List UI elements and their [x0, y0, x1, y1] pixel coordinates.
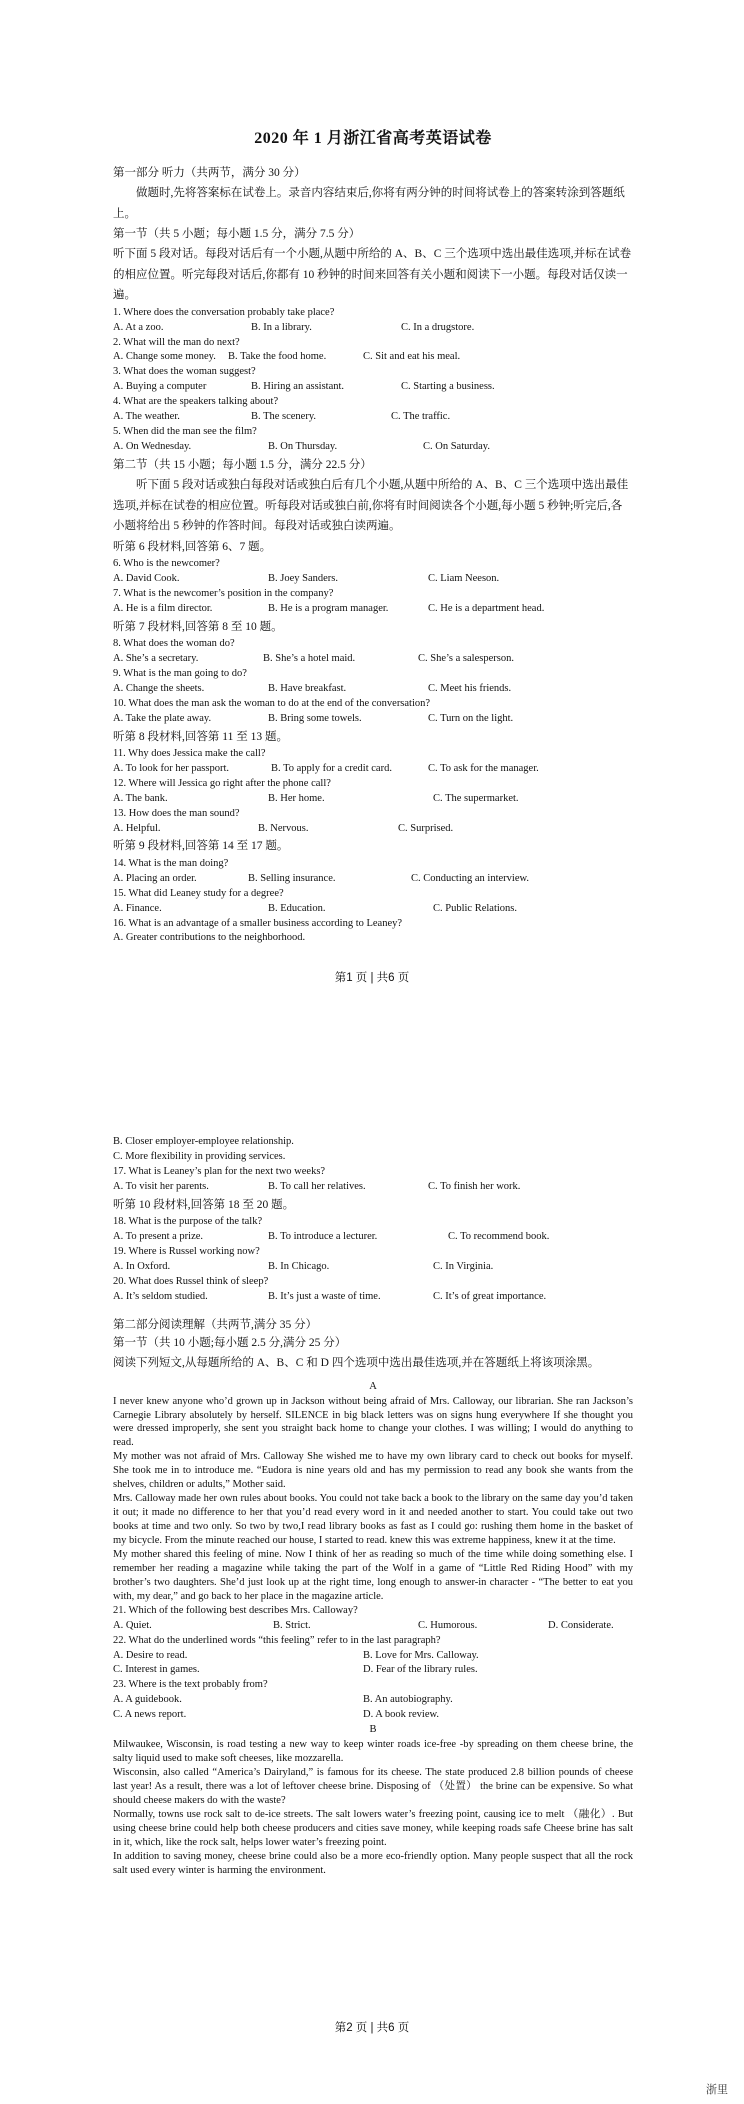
question-2-options	[113, 350, 633, 365]
question-18-stem: 18. What is the purpose of the talk?	[113, 1216, 263, 1228]
question-17-stem: 17. What is Leaney’s plan for the next two weeks?	[113, 1165, 326, 1177]
option-a[interactable]: A. Quiet.	[113, 1619, 152, 1631]
option-a[interactable]: A. To visit her parents.	[113, 1180, 209, 1192]
option-b[interactable]: B. The scenery.	[251, 411, 317, 423]
option-c[interactable]: C. On Saturday.	[423, 440, 490, 452]
part1-intro: 做题时,先将答案标在试卷上。录音内容结束后,你将有两分钟的时间将试卷上的答案转涂到答题纸上。	[113, 187, 625, 220]
option-a[interactable]: A. Helpful.	[113, 822, 161, 834]
segment-6-heading: 听第 6 段材料,回答第 6、7 题。	[113, 540, 272, 553]
option-b[interactable]: B. Joey Sanders.	[268, 572, 338, 584]
option-b[interactable]: B. He is a program manager.	[268, 602, 389, 614]
question-7-options	[113, 602, 633, 617]
option-a[interactable]: A. Finance.	[113, 902, 162, 914]
option-a[interactable]: A. The bank.	[113, 792, 168, 804]
passage-a-paragraph: Mrs. Calloway made her own rules about books. You could not take back a book to the library on the same day you’d taken it out; it made no difference to her that you’d read every word in it and needed another to start. You could take out two books at time and two only. So two by two,I read library books as fast as I could go: rushing them home in the basket of my bicycle. From the minute reached our house, I started to read. knew this was extreme happiness, knew it at the time.	[113, 1493, 633, 1547]
option-b[interactable]: B. In a library.	[251, 321, 312, 333]
option-b[interactable]: B. Strict.	[273, 1619, 311, 1631]
option-a[interactable]: A. Buying a computer	[113, 381, 207, 393]
question-20-stem: 20. What does Russel think of sleep?	[113, 1275, 269, 1287]
question-8-stem: 8. What does the woman do?	[113, 638, 235, 650]
question-15-options	[113, 902, 633, 917]
passage-a-paragraph: My mother was not afraid of Mrs. Calloway She wished me to have my own library card to check out books for myself. She took me in to introduce me. “Eudora is nine years old and has my permission to read any book she wants from the shelves, children or adults,” Mother said.	[113, 1451, 633, 1491]
option-c[interactable]: C. Public Relations.	[433, 902, 517, 914]
option-a[interactable]: A. He is a film director.	[113, 602, 213, 614]
question-12-stem: 12. Where will Jessica go right after the phone call?	[113, 777, 331, 789]
option-a[interactable]: A. It’s seldom studied.	[113, 1290, 208, 1302]
question-12-options	[113, 792, 633, 807]
question-5-options	[113, 440, 633, 455]
option-c[interactable]: C. It’s of great importance.	[433, 1290, 547, 1302]
question-5-stem: 5. When did the man see the film?	[113, 425, 257, 437]
option-d[interactable]: D. Considerate.	[548, 1619, 614, 1631]
option-a[interactable]: A. Placing an order.	[113, 872, 197, 884]
passage-b-paragraph: Wisconsin, also called “America’s Dairyland,” is famous for its cheese. The state produced 2.8 billion pounds of cheese last year! As a result, there was a lot of leftover cheese brine. Disposing of （处置） the brine can be expensive. So what should cheese makers do with the waste?	[113, 1766, 633, 1806]
part2-heading: 第二部分阅读理解（共两节,满分 35 分）	[113, 1318, 318, 1331]
page-1	[0, 0, 744, 1000]
question-18-options	[113, 1230, 633, 1245]
question-13-options	[113, 822, 633, 837]
option-a[interactable]: A. The weather.	[113, 411, 180, 423]
question-1-stem: 1. Where does the conversation probably take place?	[113, 306, 335, 318]
option-b[interactable]: B. Selling insurance.	[248, 872, 336, 884]
question-6-options	[113, 572, 633, 587]
option-b[interactable]: B. Take the food home.	[228, 351, 327, 363]
passage-b-label: B	[369, 1724, 377, 1736]
passage-a-paragraph: I never knew anyone who’d grown up in Jackson without being afraid of Mrs. Calloway, our librarian. She ran Jackson’s Carnegie Library absolutely by herself. SILENCE in big black letters was on signs hung everywhere If she thought you were dressed improperly, she sent you straight back home to change your clothes. I was willing; I would do anything to read.	[113, 1395, 633, 1449]
option-a[interactable]: A. To present a prize.	[113, 1231, 204, 1242]
part2-sec1-intro: 阅读下列短文,从每题所给的 A、B、C 和 D 四个选项中选出最佳选项,并在答题纸上将该项涂黑。	[113, 1357, 600, 1370]
segment-8-heading: 听第 8 段材料,回答第 11 至 13 题。	[113, 730, 288, 743]
option-b[interactable]: B. An autobiography.	[363, 1694, 453, 1706]
question-21-stem: 21. Which of the following best describes Mrs. Calloway?	[113, 1604, 358, 1616]
option-c[interactable]: C. In Virginia.	[433, 1260, 494, 1272]
question-6-stem: 6. Who is the newcomer?	[113, 557, 220, 569]
passage-b-paragraph: Milwaukee, Wisconsin, is road testing a new way to keep winter roads ice-free -by spreading on them cheese brine, the salty liquid used to make soft cheeses, like mozzarella.	[113, 1739, 633, 1764]
option-a[interactable]: A. In Oxford.	[113, 1260, 171, 1272]
option-c[interactable]: C. Conducting an interview.	[411, 872, 530, 884]
part2-sec1-heading: 第一节（共 10 小题;每小题 2.5 分,满分 25 分）	[113, 1336, 347, 1349]
option-a[interactable]: A. To look for her passport.	[113, 762, 230, 774]
option-d[interactable]: D. A book review.	[363, 1709, 440, 1721]
part1-sec1-heading: 第一节（共 5 小题；每小题 1.5 分，满分 7.5 分）	[113, 227, 361, 240]
segment-7-heading: 听第 7 段材料,回答第 8 至 10 题。	[113, 620, 283, 633]
option-c[interactable]: C. Surprised.	[398, 822, 454, 834]
question-8-options	[113, 652, 633, 667]
question-22-stem: 22. What do the underlined words “this feeling” refer to in the last paragraph?	[113, 1634, 441, 1646]
option-a[interactable]: A. She’s a secretary.	[113, 652, 199, 664]
question-10-options	[113, 712, 633, 727]
page-1-footer: 第1 页 | 共6 页	[334, 972, 410, 984]
option-b[interactable]: B. In Chicago.	[268, 1260, 330, 1272]
option-a[interactable]: A. A guidebook.	[113, 1694, 182, 1706]
option-a[interactable]: A. Change the sheets.	[113, 682, 205, 694]
option-c[interactable]: C. Turn on the light.	[428, 712, 514, 724]
question-23-stem: 23. Where is the text probably from?	[113, 1679, 268, 1691]
passage-b-paragraph: Normally, towns use rock salt to de-ice streets. The salt lowers water’s freezing point, causing ice to melt （融化）. But using cheese brine could help both cheese producers and cities save money, while keeping roads safe Cheese brine has salt in it, which, like the rock salt, helps lower water’s freezing point.	[113, 1808, 633, 1848]
option-b[interactable]: B. She’s a hotel maid.	[263, 652, 356, 664]
question-23-options-row2	[113, 1708, 633, 1723]
option-b[interactable]: B. Hiring an assistant.	[251, 381, 345, 393]
option-d[interactable]: D. Fear of the library rules.	[363, 1664, 478, 1676]
page-2	[0, 1135, 744, 2085]
option-b[interactable]: B. Have breakfast.	[268, 682, 347, 694]
option-b[interactable]: B. To introduce a lecturer.	[268, 1231, 378, 1242]
option-a[interactable]: A. At a zoo.	[113, 321, 164, 333]
option-c[interactable]: C. More flexibility in providing services.	[113, 1150, 286, 1162]
option-c[interactable]: C. Interest in games.	[113, 1664, 200, 1676]
question-22-options-row1	[113, 1649, 633, 1664]
option-a[interactable]: A. David Cook.	[113, 572, 180, 584]
page-1-content	[113, 128, 633, 946]
question-20-options	[113, 1290, 633, 1305]
question-19-stem: 19. Where is Russel working now?	[113, 1245, 260, 1257]
passage-a-label: A	[369, 1380, 377, 1392]
question-19-options	[113, 1260, 633, 1275]
option-c[interactable]: C. Sit and eat his meal.	[363, 351, 461, 363]
question-4-stem: 4. What are the speakers talking about?	[113, 396, 279, 408]
segment-9-heading: 听第 9 段材料,回答第 14 至 17 题。	[113, 840, 289, 853]
question-9-stem: 9. What is the man going to do?	[113, 667, 247, 679]
option-c[interactable]: C. He is a department head.	[428, 602, 545, 614]
option-b[interactable]: B. Closer employer-employee relationship.	[113, 1136, 294, 1147]
question-11-options	[113, 762, 633, 777]
page-2-footer: 第2 页 | 共6 页	[334, 2022, 410, 2034]
passage-b-paragraph: In addition to saving money, cheese brine could also be a more eco-friendly option. Many people suspect that all the rock salt used every winter is harming the environment.	[113, 1850, 633, 1876]
option-a[interactable]: A. On Wednesday.	[113, 440, 192, 452]
option-b[interactable]: B. Education.	[268, 902, 326, 914]
option-a[interactable]: A. Take the plate away.	[113, 712, 212, 724]
question-4-options	[113, 410, 633, 425]
option-a[interactable]: A. Greater contributions to the neighborhood.	[113, 932, 306, 944]
question-23-options-row1	[113, 1693, 633, 1708]
part1-sec1-intro: 听下面 5 段对话。每段对话后有一个小题,从题中所给的 A、B、C 三个选项中选出最佳选项,并标在试卷的相应位置。听完每段对话后,你都有 10 秒钟的时间来回答有关小题和阅读下一小题。每段对话仅读一遍。	[113, 248, 632, 302]
option-c[interactable]: C. To ask for the manager.	[428, 762, 539, 774]
question-1-options	[113, 321, 633, 336]
question-16-stem: 16. What is an advantage of a smaller business according to Leaney?	[113, 917, 403, 929]
question-3-options	[113, 380, 633, 395]
option-a[interactable]: A. Desire to read.	[113, 1649, 188, 1661]
question-14-stem: 14. What is the man doing?	[113, 857, 229, 869]
question-10-stem: 10. What does the man ask the woman to do at the end of the conversation?	[113, 697, 431, 709]
question-2-stem: 2. What will the man do next?	[113, 336, 240, 348]
question-14-options	[113, 872, 633, 887]
option-c[interactable]: C. Starting a business.	[401, 381, 495, 393]
question-9-options	[113, 682, 633, 697]
option-b[interactable]: B. It’s just a waste of time.	[268, 1290, 381, 1302]
question-17-options	[113, 1180, 633, 1195]
segment-10-heading: 听第 10 段材料,回答第 18 至 20 题。	[113, 1198, 295, 1211]
option-c[interactable]: C. The supermarket.	[433, 792, 519, 804]
option-b[interactable]: B. On Thursday.	[268, 440, 338, 452]
option-b[interactable]: B. Bring some towels.	[268, 712, 362, 724]
question-15-stem: 15. What did Leaney study for a degree?	[113, 887, 284, 899]
option-c[interactable]: C. Humorous.	[418, 1619, 478, 1631]
option-b[interactable]: B. Nervous.	[258, 822, 309, 834]
option-c[interactable]: C. To recommend book.	[448, 1231, 550, 1242]
option-c[interactable]: C. Meet his friends.	[428, 682, 512, 694]
question-21-options	[113, 1619, 633, 1634]
option-b[interactable]: B. Her home.	[268, 792, 325, 804]
option-b[interactable]: B. To call her relatives.	[268, 1180, 366, 1192]
passage-a-paragraph: My mother shared this feeling of mine. Now I think of her as reading so much of the time while doing something else. I remember her reading a magazine while taking the part of the Wolf in a game of “Little Red Riding Hood” with my brother’s two daughters. She’d just look up at the right time, long enough to answer-in character - “The better to eat you with, my dear,” and go back to her place in the magazine article.	[113, 1549, 633, 1602]
page-2-content	[113, 1135, 633, 1878]
part1-heading: 第一部分 听力（共两节，满分 30 分）	[113, 166, 306, 179]
question-11-stem: 11. Why does Jessica make the call?	[113, 747, 266, 759]
option-b[interactable]: B. To apply for a credit card.	[271, 762, 392, 774]
option-a[interactable]: A. Change some money.	[113, 351, 216, 363]
option-c[interactable]: C. In a drugstore.	[401, 321, 475, 333]
option-c[interactable]: C. Liam Neeson.	[428, 572, 500, 584]
option-c[interactable]: C. She’s a salesperson.	[418, 652, 514, 664]
part1-sec2-heading: 第二节（共 15 小题；每小题 1.5 分，满分 22.5 分）	[113, 458, 372, 471]
question-7-stem: 7. What is the newcomer’s position in the company?	[113, 587, 334, 599]
option-b[interactable]: B. Love for Mrs. Calloway.	[363, 1649, 479, 1661]
option-c[interactable]: C. A news report.	[113, 1709, 187, 1721]
question-22-options-row2	[113, 1663, 633, 1678]
option-c[interactable]: C. The traffic.	[391, 411, 451, 423]
part1-sec2-intro: 听下面 5 段对话或独白每段对话或独白后有几个小题,从题中所给的 A、B、C 三个选项中选出最佳选项,并标在试卷的相应位置。听每段对话或独白前,你将有时间阅读各个小题,每小题 5 秒钟;听完后,各小题将给出 5 秒钟的作答时间。每段对话或独白读两遍。	[113, 479, 629, 533]
question-13-stem: 13. How does the man sound?	[113, 807, 240, 819]
question-3-stem: 3. What does the woman suggest?	[113, 366, 256, 378]
option-c[interactable]: C. To finish her work.	[428, 1180, 521, 1192]
page-title: 2020 年 1 月浙江省高考英语试卷	[254, 130, 492, 147]
watermark: 浙里	[706, 2083, 728, 2097]
